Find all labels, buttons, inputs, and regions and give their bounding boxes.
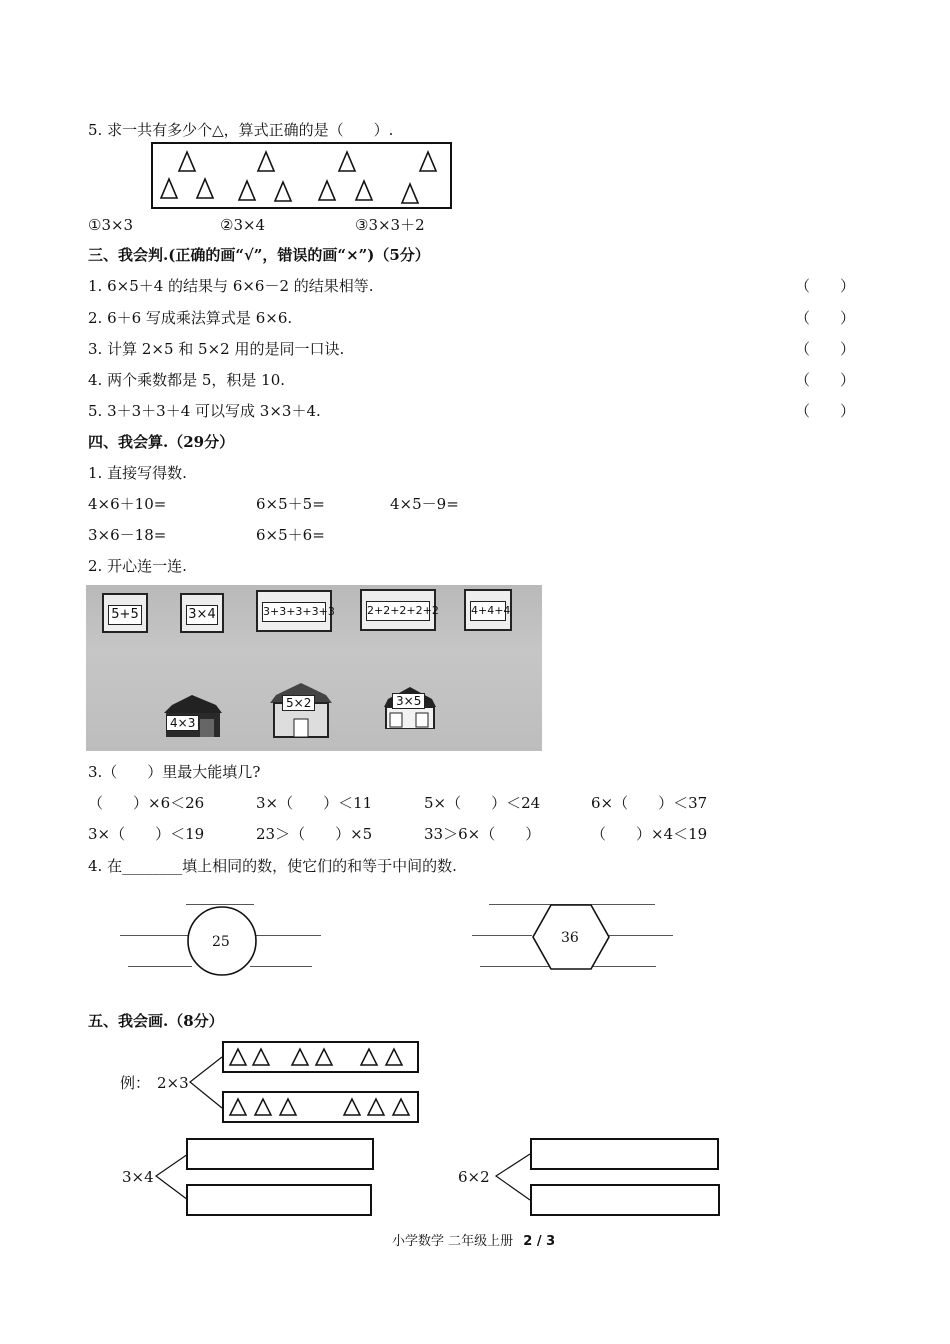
- fill-item: 23＞（ ）×5: [256, 825, 373, 843]
- example-box-2: [222, 1091, 419, 1123]
- matching-photo: [86, 585, 542, 751]
- calc-item: 4×5－9=: [390, 495, 459, 513]
- triangle-group: [153, 144, 450, 207]
- drawing-box[interactable]: [186, 1184, 372, 1216]
- drawing-box[interactable]: [530, 1184, 720, 1216]
- blank-line[interactable]: [255, 935, 321, 936]
- calc-item: 6×5＋6=: [256, 526, 325, 544]
- fill-item: 6×（ ）＜37: [591, 794, 708, 812]
- drawing-box[interactable]: [530, 1138, 719, 1170]
- page-footer: [392, 1230, 555, 1249]
- expression-card[interactable]: 5+5: [102, 593, 148, 633]
- triangle-box: [151, 142, 452, 209]
- hexagon-value: 36: [561, 930, 579, 946]
- calc-item: 4×6＋10=: [88, 495, 167, 513]
- example-triangles-2: [224, 1093, 417, 1121]
- drawing-box[interactable]: [186, 1138, 374, 1170]
- branch-lines: [154, 1152, 190, 1202]
- task-expression-2: 6×2: [458, 1168, 490, 1186]
- footer-text: 小学数学 二年级上册: [392, 1234, 514, 1249]
- fill-item: 33＞6×（ ）: [424, 825, 541, 843]
- example-label: 例：: [120, 1074, 151, 1092]
- blank-line[interactable]: [120, 935, 188, 936]
- fill-item: （ ）×6＜26: [88, 794, 205, 812]
- example-expression: 2×3: [157, 1074, 189, 1092]
- q5-option-1: ①3×3: [88, 216, 134, 234]
- judge-item-4: 4. 两个乘数都是 5，积是 10.: [88, 371, 286, 389]
- q5-option-3: ③3×3＋2: [355, 216, 425, 234]
- house[interactable]: 5×2: [268, 681, 334, 739]
- blank-line[interactable]: [609, 935, 673, 936]
- house[interactable]: 4×3: [162, 693, 224, 737]
- house[interactable]: 3×5: [382, 685, 438, 729]
- q1-title: 1. 直接写得数.: [88, 464, 187, 482]
- expression-card[interactable]: 3+3+3+3+3: [256, 590, 332, 632]
- fill-item: 3×（ ）＜19: [88, 825, 205, 843]
- section4-title: 四、我会算.（29分）: [88, 433, 235, 451]
- judge-item-5: 5. 3＋3＋3＋4 可以写成 3×3＋4.: [88, 402, 321, 420]
- expression-card[interactable]: 2+2+2+2+2: [360, 589, 436, 631]
- answer-bracket[interactable]: （ ）: [795, 309, 856, 327]
- blank-line[interactable]: [250, 966, 312, 967]
- fill-item: 5×（ ）＜24: [424, 794, 541, 812]
- page-number: 2 / 3: [523, 1234, 556, 1249]
- fill-item: （ ）×4＜19: [591, 825, 708, 843]
- task-expression-1: 3×4: [122, 1168, 154, 1186]
- judge-item-3: 3. 计算 2×5 和 5×2 用的是同一口诀.: [88, 340, 345, 358]
- section5-title: 五、我会画.（8分）: [88, 1012, 224, 1030]
- calc-item: 6×5＋5=: [256, 495, 325, 513]
- q5-stem: 5. 求一共有多少个△，算式正确的是（ ）.: [88, 121, 394, 139]
- expression-card[interactable]: 3×4: [180, 593, 224, 633]
- calc-item: 3×6－18=: [88, 526, 167, 544]
- expression-card[interactable]: 4+4+4: [464, 589, 512, 631]
- q2-title: 2. 开心连一连.: [88, 557, 187, 575]
- judge-item-2: 2. 6＋6 写成乘法算式是 6×6.: [88, 309, 293, 327]
- blank-line[interactable]: [128, 966, 192, 967]
- answer-bracket[interactable]: （ ）: [795, 371, 856, 389]
- answer-bracket[interactable]: （ ）: [795, 277, 856, 295]
- branch-lines: [494, 1152, 532, 1202]
- q3-title: 3.（ ）里最大能填几?: [88, 763, 261, 781]
- judge-item-1: 1. 6×5＋4 的结果与 6×6－2 的结果相等.: [88, 277, 374, 295]
- answer-bracket[interactable]: （ ）: [795, 340, 856, 358]
- q4-title: 4. 在________填上相同的数，使它们的和等于中间的数.: [88, 857, 457, 875]
- example-box-1: [222, 1041, 419, 1073]
- section3-title: 三、我会判.(正确的画“√”，错误的画“×”)（5分）: [88, 246, 430, 264]
- circle-value: 25: [212, 934, 230, 950]
- example-triangles-1: [224, 1043, 417, 1071]
- branch-lines: [188, 1055, 224, 1111]
- answer-bracket[interactable]: （ ）: [795, 402, 856, 420]
- fill-item: 3×（ ）＜11: [256, 794, 373, 812]
- blank-line[interactable]: [472, 935, 532, 936]
- q5-option-2: ②3×4: [220, 216, 266, 234]
